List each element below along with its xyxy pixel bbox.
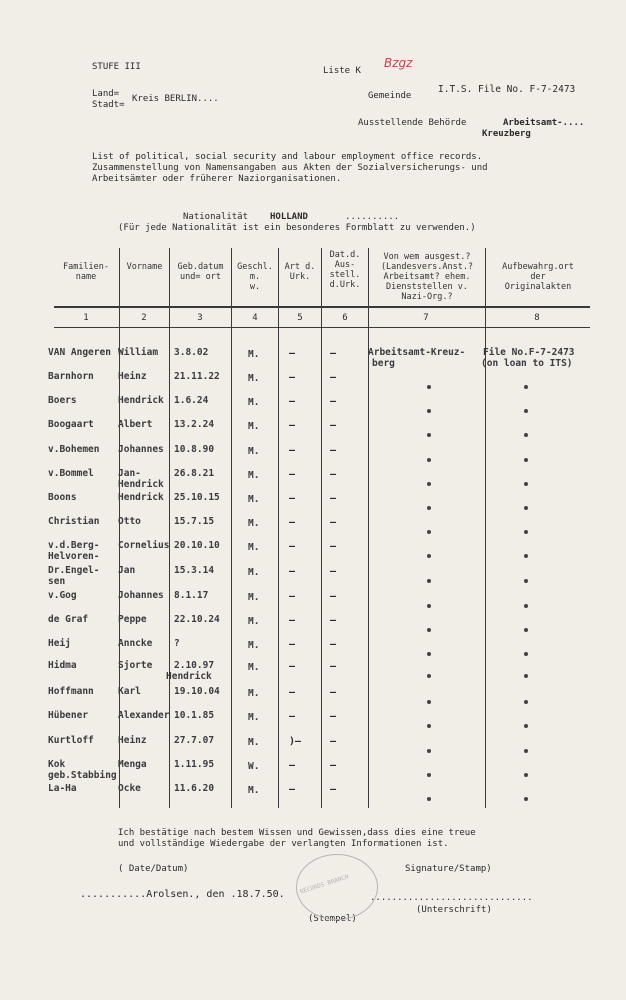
intro-line-1: List of political, social security and labour employment office records.	[92, 152, 483, 162]
cell-familienname: de Graf	[48, 614, 89, 625]
cell-familienname-cont: sen	[48, 576, 66, 587]
cell-ausgestellt-von-ditto	[427, 652, 431, 656]
cell-geburtsdatum: 21.11.22	[174, 371, 220, 382]
cell-vorname: Hendrick	[118, 492, 164, 503]
cell-geburtsdatum: 11.6.20	[174, 783, 215, 794]
cell-vorname: Jan	[118, 565, 136, 576]
cell-ausgestellt-von-ditto	[427, 579, 431, 583]
cell-datum-ausstellung: –	[330, 396, 337, 407]
cell-geburtsdatum: 19.10.04	[174, 686, 220, 697]
column-number: 4	[252, 313, 258, 323]
cell-art-urkunde: –	[289, 591, 296, 602]
cell-datum-ausstellung: –	[330, 736, 337, 747]
cell-vorname: Otto	[118, 516, 141, 527]
cell-aufbewahrungsort-ditto	[524, 604, 528, 608]
cell-geburtsdatum: 1.11.95	[174, 759, 215, 770]
cell-ausgestellt-von-ditto	[427, 724, 431, 728]
cell-familienname: Christian	[48, 516, 100, 527]
liste-label: Liste K	[323, 66, 361, 76]
cell-art-urkunde: –	[289, 760, 296, 771]
cell-geschlecht: M.	[248, 349, 260, 360]
column-header-familienname: Familien- name	[62, 262, 110, 282]
cell-vorname: Sjorte	[118, 660, 153, 671]
cell-familienname: v.Bohemen	[48, 444, 100, 455]
cell-familienname-cont: Helvoren-	[48, 551, 100, 562]
cell-familienname-cont: geb.Stabbing	[48, 770, 117, 781]
cell-ausgestellt-von-ditto	[427, 506, 431, 510]
cell-vorname: Cornelius	[118, 540, 170, 551]
kreis-field: Kreis BERLIN....	[132, 94, 219, 104]
cell-geschlecht: M.	[248, 373, 260, 384]
column-header-vorname: Vorname	[126, 262, 163, 272]
cell-art-urkunde: –	[289, 711, 296, 722]
cell-geburtsdatum: 25.10.15	[174, 492, 220, 503]
cell-geschlecht: M.	[248, 662, 260, 673]
cell-datum-ausstellung: –	[330, 469, 337, 480]
cell-datum-ausstellung: –	[330, 541, 337, 552]
cell-familienname: VAN Angeren	[48, 347, 111, 358]
cell-vorname: Johannes	[118, 590, 164, 601]
cell-art-urkunde: –	[289, 687, 296, 698]
cell-geburtsdatum: 10.1.85	[174, 710, 215, 721]
cell-art-urkunde: –	[289, 784, 296, 795]
confirmation-line-1: Ich bestätige nach bestem Wissen und Gewissen,dass dies eine treue	[118, 828, 476, 838]
cell-vorname: Johannes	[118, 444, 164, 455]
stadt-label: Stadt=	[92, 100, 125, 110]
cell-geburtsdatum: 3.8.02	[174, 347, 209, 358]
column-header-aufbewahrungsort: Aufbewahrg.ort der Originalakten	[502, 262, 574, 292]
cell-vorname: Ocke	[118, 783, 141, 794]
column-divider	[321, 248, 322, 808]
cell-ausgestellt-von-ditto	[427, 482, 431, 486]
cell-geburtsdatum: 10.8.90	[174, 444, 215, 455]
cell-art-urkunde: –	[289, 661, 296, 672]
gemeinde-label: Gemeinde	[368, 91, 412, 101]
cell-vorname: Alexander	[118, 710, 170, 721]
cell-familienname: Boers	[48, 395, 77, 406]
its-file-number: I.T.S. File No. F-7-2473	[438, 84, 576, 95]
cell-datum-ausstellung: –	[330, 615, 337, 626]
cell-ausgestellt-von-ditto	[427, 554, 431, 558]
column-number: 5	[297, 313, 303, 323]
cell-aufbewahrungsort-ditto	[524, 554, 528, 558]
cell-datum-ausstellung: –	[330, 760, 337, 771]
cell-ausgestellt-von-ditto	[427, 458, 431, 462]
nationality-dots: ..........	[345, 212, 400, 222]
cell-art-urkunde: –	[289, 396, 296, 407]
cell-geschlecht: M.	[248, 616, 260, 627]
cell-familienname: Barnhorn	[48, 371, 94, 382]
cell-art-urkunde: –	[289, 372, 296, 383]
intro-line-3: Arbeitsämter oder früherer Naziorganisationen.	[92, 174, 342, 184]
cell-vorname: Heinz	[118, 371, 147, 382]
records-branch-stamp	[296, 854, 378, 920]
date-label: ( Date/Datum)	[118, 864, 189, 874]
column-header-datum-ausstellung: Dat.d. Aus- stell. d.Urk.	[329, 250, 361, 290]
column-divider	[231, 248, 232, 808]
cell-geschlecht: W.	[248, 761, 260, 772]
cell-vorname: Karl	[118, 686, 141, 697]
column-divider	[278, 248, 279, 808]
cell-art-urkunde: –	[289, 420, 296, 431]
cell-aufbewahrungsort-ditto	[524, 773, 528, 777]
cell-datum-ausstellung: –	[330, 517, 337, 528]
cell-familienname: Kok	[48, 759, 66, 770]
cell-art-urkunde: –	[289, 469, 296, 480]
cell-aufbewahrungsort-ditto	[524, 724, 528, 728]
cell-ausgestellt-von-ditto	[427, 433, 431, 437]
column-divider	[485, 248, 486, 808]
cell-art-urkunde: )–	[289, 736, 302, 747]
cell-art-urkunde: –	[289, 566, 296, 577]
cell-geschlecht: M.	[248, 542, 260, 553]
cell-geschlecht: M.	[248, 592, 260, 603]
cell-datum-ausstellung: –	[330, 420, 337, 431]
cell-familienname: v.Gog	[48, 590, 77, 601]
cell-familienname: Dr.Engel-	[48, 565, 100, 576]
cell-geburtsdatum: 27.7.07	[174, 735, 215, 746]
cell-aufbewahrungsort-ditto	[524, 385, 528, 389]
cell-geburtsdatum: 13.2.24	[174, 419, 215, 430]
cell-geschlecht: M.	[248, 737, 260, 748]
unterschrift-label: (Unterschrift)	[416, 905, 492, 915]
cell-ausgestellt-von-ditto	[427, 409, 431, 413]
cell-geburtsdatum: ?	[174, 638, 180, 649]
cell-ausgestellt-von: Arbeitsamt-Kreuz-	[368, 347, 466, 358]
behoerde-value: Arbeitsamt-....	[503, 118, 585, 128]
cell-geschlecht: M.	[248, 785, 260, 796]
column-number: 3	[197, 313, 203, 323]
cell-aufbewahrungsort-ditto	[524, 433, 528, 437]
column-divider	[169, 248, 170, 808]
cell-ausgestellt-von-ditto	[427, 773, 431, 777]
cell-aufbewahrungsort-ditto	[524, 409, 528, 413]
cell-aufbewahrungsort-ditto	[524, 579, 528, 583]
cell-vorname: Jan-	[118, 468, 141, 479]
cell-geschlecht: M.	[248, 397, 260, 408]
cell-geschlecht: M.	[248, 712, 260, 723]
nationality-value: HOLLAND	[270, 212, 308, 222]
cell-geburtsdatum: 20.10.10	[174, 540, 220, 551]
cell-aufbewahrungsort-ditto	[524, 700, 528, 704]
cell-datum-ausstellung: –	[330, 348, 337, 359]
cell-aufbewahrungsort-ditto	[524, 674, 528, 678]
column-header-ausgestellt-von: Von wem ausgest.? (Landesvers.Anst.? Arbeitsamt? ehem. Dienststellen v. Nazi-Org.?	[380, 252, 474, 302]
cell-datum-ausstellung: –	[330, 493, 337, 504]
cell-familienname: Heij	[48, 638, 71, 649]
cell-datum-ausstellung: –	[330, 639, 337, 650]
stempel-label: (Stempel)	[308, 914, 357, 924]
cell-ausgestellt-von-ditto	[427, 628, 431, 632]
column-divider	[119, 248, 120, 808]
cell-geburtsdatum-cont: Hendrick	[166, 671, 212, 682]
cell-datum-ausstellung: –	[330, 566, 337, 577]
column-number: 2	[141, 313, 147, 323]
cell-aufbewahrungsort-cont: (on loan to ITS)	[481, 358, 573, 369]
cell-ausgestellt-von-ditto	[427, 749, 431, 753]
cell-ausgestellt-von-ditto	[427, 604, 431, 608]
cell-datum-ausstellung: –	[330, 591, 337, 602]
table-number-rule	[54, 327, 590, 328]
signature-line: ..............................	[370, 893, 533, 903]
cell-aufbewahrungsort-ditto	[524, 482, 528, 486]
behoerde-value-2: Kreuzberg	[482, 129, 531, 139]
cell-ausgestellt-von-ditto	[427, 700, 431, 704]
column-number: 1	[83, 313, 89, 323]
place-and-date: ...........Arolsen., den .18.7.50.	[80, 889, 285, 900]
cell-geburtsdatum: 26.8.21	[174, 468, 215, 479]
signature-label: Signature/Stamp)	[405, 864, 492, 874]
column-header-art-urkunde: Art d. Urk.	[284, 262, 316, 282]
nationality-note: (Für jede Nationalität ist ein besonderes Formblatt zu verwenden.)	[118, 223, 476, 233]
cell-familienname: Boogaart	[48, 419, 94, 430]
cell-geburtsdatum: 2.10.97	[174, 660, 215, 671]
cell-art-urkunde: –	[289, 493, 296, 504]
cell-geschlecht: M.	[248, 446, 260, 457]
confirmation-line-2: und vollständige Wiedergabe der verlangten Informationen ist.	[118, 839, 449, 849]
cell-geburtsdatum: 15.7.15	[174, 516, 215, 527]
cell-ausgestellt-von-ditto	[427, 797, 431, 801]
cell-aufbewahrungsort-ditto	[524, 506, 528, 510]
cell-vorname: Anncke	[118, 638, 153, 649]
stufe-label: STUFE III	[92, 62, 141, 72]
cell-geschlecht: M.	[248, 470, 260, 481]
cell-aufbewahrungsort-ditto	[524, 749, 528, 753]
cell-aufbewahrungsort: File No.F-7-2473	[483, 347, 575, 358]
cell-geschlecht: M.	[248, 640, 260, 651]
cell-datum-ausstellung: –	[330, 711, 337, 722]
cell-aufbewahrungsort-ditto	[524, 530, 528, 534]
cell-vorname: Heinz	[118, 735, 147, 746]
cell-vorname: William	[118, 347, 159, 358]
cell-datum-ausstellung: –	[330, 784, 337, 795]
cell-vorname: Hendrick	[118, 395, 164, 406]
column-header-geschlecht: Geschl. m. w.	[237, 262, 273, 292]
cell-aufbewahrungsort-ditto	[524, 628, 528, 632]
cell-art-urkunde: –	[289, 517, 296, 528]
cell-geburtsdatum: 1.6.24	[174, 395, 209, 406]
cell-ausgestellt-von-ditto	[427, 530, 431, 534]
cell-familienname: Hidma	[48, 660, 77, 671]
cell-ausgestellt-von-ditto	[427, 674, 431, 678]
cell-familienname: v.Bommel	[48, 468, 94, 479]
cell-geschlecht: M.	[248, 567, 260, 578]
cell-art-urkunde: –	[289, 639, 296, 650]
handwritten-mark: Bzgz	[384, 56, 413, 70]
cell-datum-ausstellung: –	[330, 372, 337, 383]
cell-geschlecht: M.	[248, 494, 260, 505]
cell-familienname: Kurtloff	[48, 735, 94, 746]
cell-geburtsdatum: 8.1.17	[174, 590, 209, 601]
cell-datum-ausstellung: –	[330, 661, 337, 672]
cell-art-urkunde: –	[289, 541, 296, 552]
cell-vorname: Menga	[118, 759, 147, 770]
cell-familienname: La-Ha	[48, 783, 77, 794]
cell-art-urkunde: –	[289, 348, 296, 359]
cell-geburtsdatum: 22.10.24	[174, 614, 220, 625]
column-header-geburtsdatum: Geb.datum und= ort	[177, 262, 224, 282]
column-divider	[368, 248, 369, 808]
column-number: 8	[534, 313, 540, 323]
cell-aufbewahrungsort-ditto	[524, 458, 528, 462]
nationality-label: Nationalität	[183, 212, 249, 222]
cell-aufbewahrungsort-ditto	[524, 797, 528, 801]
cell-vorname: Peppe	[118, 614, 147, 625]
cell-geburtsdatum: 15.3.14	[174, 565, 215, 576]
column-number: 7	[423, 313, 429, 323]
column-number: 6	[342, 313, 348, 323]
cell-geschlecht: M.	[248, 421, 260, 432]
cell-datum-ausstellung: –	[330, 445, 337, 456]
intro-line-2: Zusammenstellung von Namensangaben aus Akten der Sozialversicherungs- und	[92, 163, 488, 173]
cell-ausgestellt-von-cont: berg	[372, 358, 395, 369]
land-label: Land=	[92, 89, 120, 99]
cell-geschlecht: M.	[248, 518, 260, 529]
cell-familienname: v.d.Berg-	[48, 540, 100, 551]
cell-vorname: Albert	[118, 419, 153, 430]
behoerde-label: Ausstellende Behörde	[358, 118, 467, 128]
stamp-text: RECORDS BRANCH	[299, 873, 350, 896]
cell-art-urkunde: –	[289, 445, 296, 456]
cell-aufbewahrungsort-ditto	[524, 652, 528, 656]
cell-geschlecht: M.	[248, 688, 260, 699]
table-header-rule	[54, 306, 590, 308]
cell-datum-ausstellung: –	[330, 687, 337, 698]
cell-art-urkunde: –	[289, 615, 296, 626]
cell-vorname-cont: Hendrick	[118, 479, 164, 490]
cell-familienname: Hoffmann	[48, 686, 94, 697]
cell-familienname: Boons	[48, 492, 77, 503]
cell-ausgestellt-von-ditto	[427, 385, 431, 389]
cell-familienname: Hübener	[48, 710, 89, 721]
